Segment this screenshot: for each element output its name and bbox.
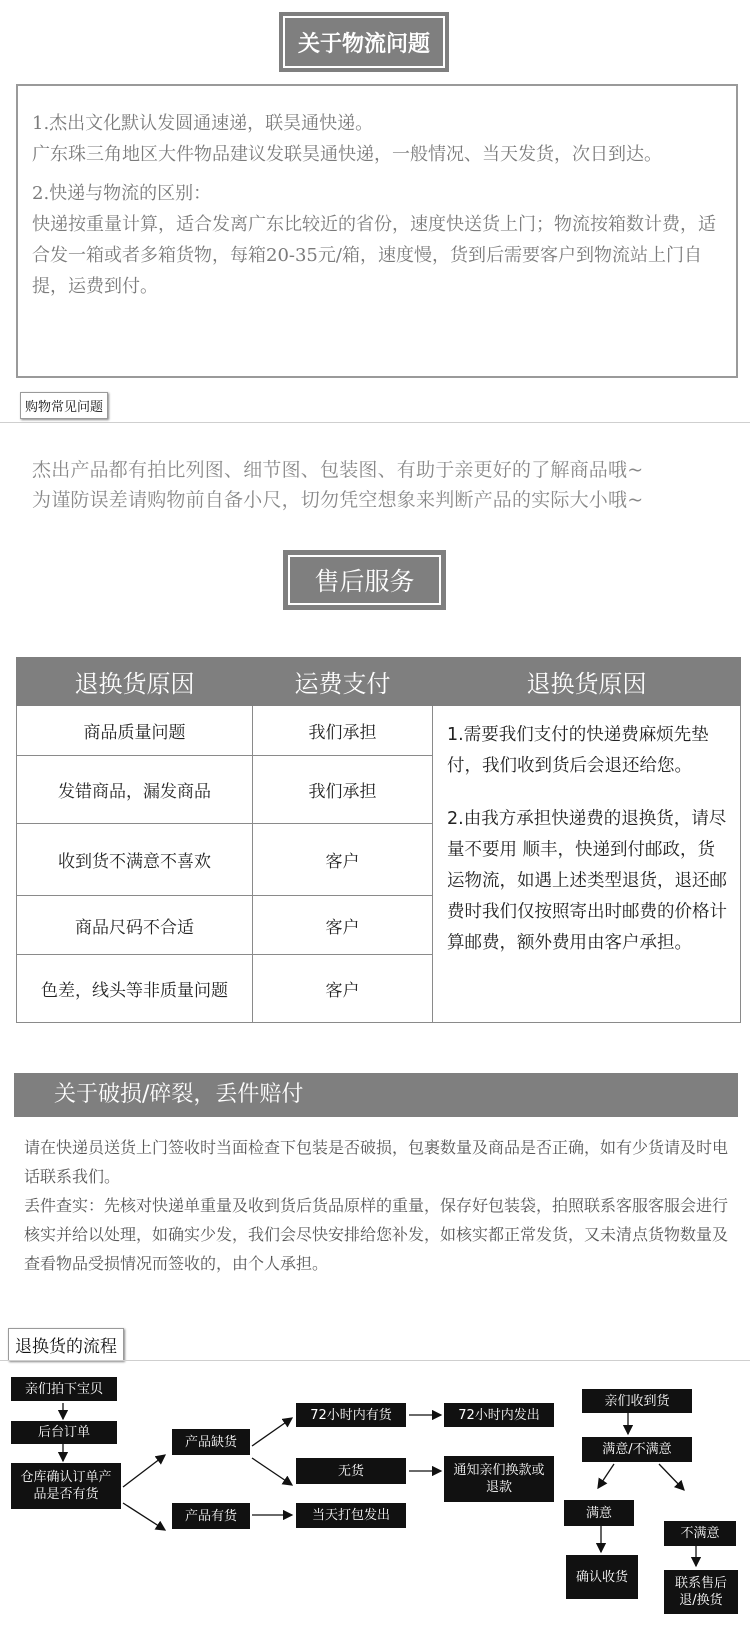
flow-step-backend-order: 后台订单 [11,1421,117,1444]
logistics-p2-line2: 快递按重量计算，适合发离广东比较近的省份，速度快送货上门；物流按箱数计费，适合发一箱或者多箱货物，每箱20-35元/箱，速度慢，货到后需要客户到物流站上门自提，运费到付。 [32,214,716,297]
header-payment: 运费支付 [253,658,433,706]
notice-line2: 为谨防误差请购物前自备小尺，切勿凭空想象来判断产品的实际大小哦~ [32,489,644,511]
header-reason: 退换货原因 [17,658,253,706]
flow-step-order: 亲们拍下宝贝 [11,1377,117,1401]
flow-button[interactable]: 退换货的流程 [8,1328,124,1361]
flow-step-satisfied: 满意 [564,1500,634,1526]
faq-button[interactable]: 购物常见问题 [20,392,108,419]
logistics-p2-line1: 2.快递与物流的区别： [32,183,212,204]
desc-1: 1.需要我们支付的快递费麻烦先垫付，我们收到货后会退还给您。 [447,725,709,776]
row-reason: 商品质量问题 [17,706,253,756]
notice-line1: 杰出产品都有拍比列图、细节图、包装图、有助于亲更好的了解商品哦~ [32,459,644,481]
flow-step-unsatisfied: 不满意 [664,1521,736,1546]
row-reason: 发错商品，漏发商品 [17,756,253,824]
header-reason-2: 退换货原因 [433,658,741,706]
row-payer: 我们承担 [253,756,433,824]
flow-step-receive: 亲们收到货 [582,1389,692,1413]
flow-step-notify-refund: 通知亲们换款或退款 [444,1456,554,1502]
flow-step-stock-in-72h: 72小时内有货 [296,1403,406,1427]
flow-step-ship-in-72h: 72小时内发出 [444,1403,554,1427]
desc-2: 2.由我方承担快递费的退换货，请尽量不要用 顺丰，快递到付邮政，货运物流，如遇上述类型退货，退还邮费时我们仅按照寄出时邮费的价格计算邮费，额外费用由客户承担。 [447,809,727,953]
flow-step-confirm-receipt: 确认收货 [566,1555,638,1599]
damage-p1: 请在快递员送货上门签收时当面检查下包装是否破损，包裹数量及商品是否正确，如有少货请及时电话联系我们。 [24,1138,729,1186]
row-payer: 客户 [253,824,433,896]
flow-step-no-stock: 无货 [296,1458,406,1484]
after-sale-title: 售后服务 [288,555,441,605]
damage-title: 关于破损/碎裂，丢件赔付 [14,1073,738,1117]
flow-step-ship-today: 当天打包发出 [296,1503,406,1528]
row-payer: 我们承担 [253,706,433,756]
logistics-title: 关于物流问题 [283,16,445,68]
row-reason: 商品尺码不合适 [17,896,253,955]
row-reason: 收到货不满意不喜欢 [17,824,253,896]
damage-p2: 丢件查实：先核对快递单重量及收到货后货品原样的重量，保存好包装袋，拍照联系客服客服会进行核实并给以处理，如确实少发，我们会尽快安排给您补发，如核实都正常发货，又未清点货物数量及查看物品受损情况而签收的，由个人承担。 [24,1196,729,1273]
logistics-p1-line2: 广东珠三角地区大件物品建议发联昊通快递，一般情况、当天发货，次日到达。 [32,144,662,165]
flow-step-contact-after-sale: 联系售后退/换货 [664,1570,738,1614]
flow-step-warehouse-check: 仓库确认订单产品是否有货 [11,1463,121,1509]
row-payer: 客户 [253,955,433,1023]
row-payer: 客户 [253,896,433,955]
flow-step-satisfied-or-not: 满意/不满意 [582,1437,692,1462]
flow-step-out-of-stock: 产品缺货 [172,1429,250,1455]
row-reason: 色差，线头等非质量问题 [17,955,253,1023]
logistics-p1-line1: 1.杰出文化默认发圆通速递，联昊通快递。 [32,113,374,134]
flow-step-in-stock: 产品有货 [172,1503,250,1529]
